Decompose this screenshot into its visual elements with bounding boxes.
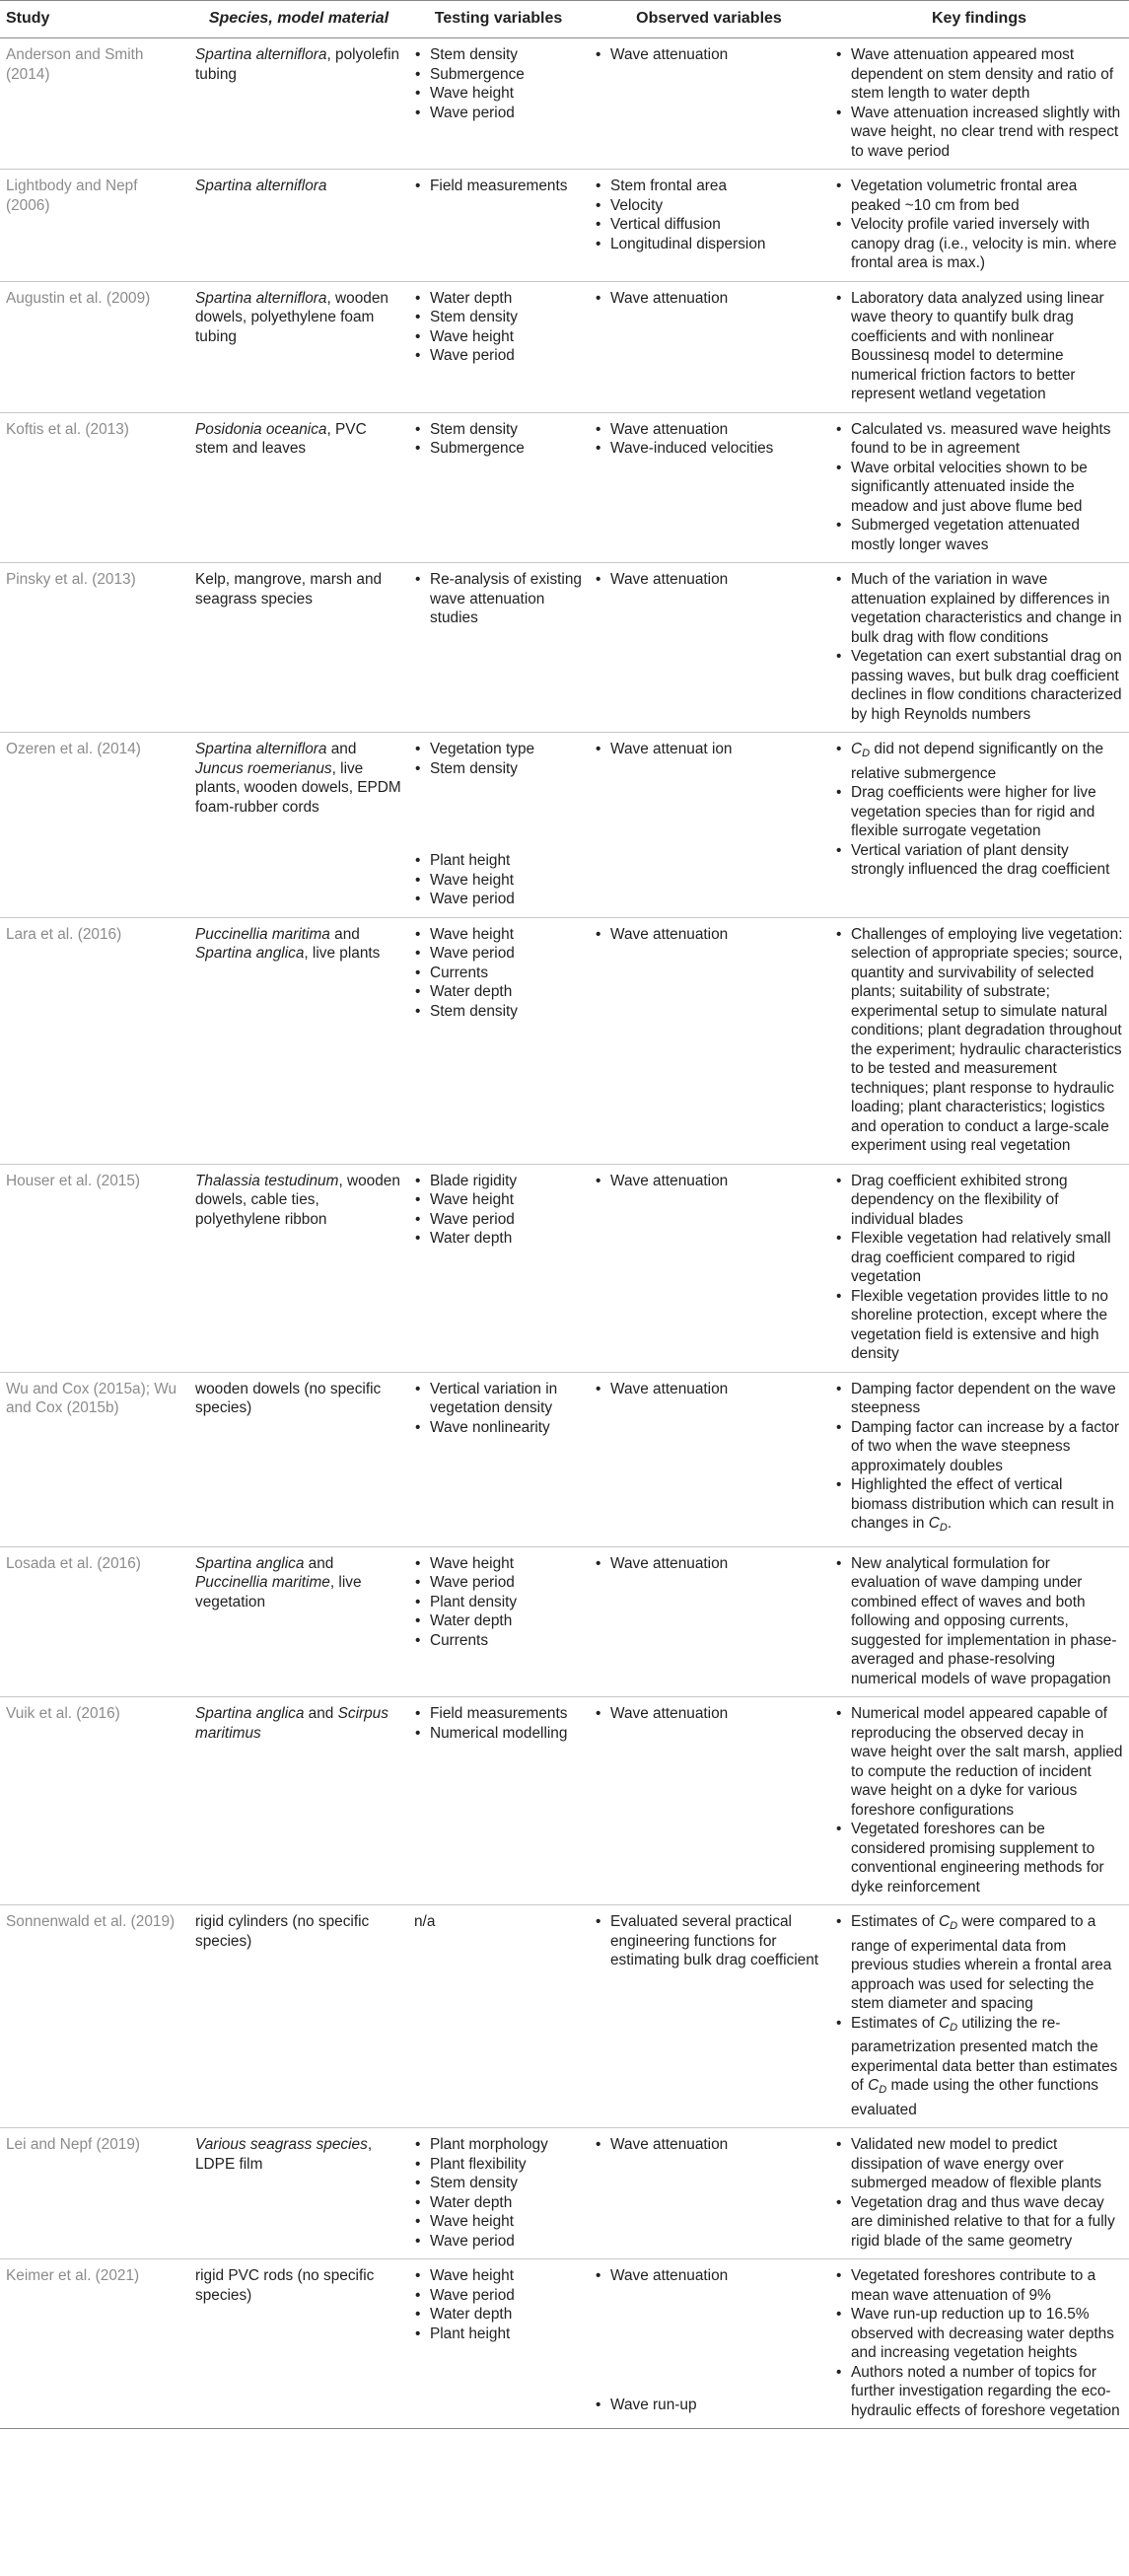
list-item: • Wave height [430, 871, 583, 891]
testing-cell [408, 170, 589, 282]
list-item: • Plant density [430, 1593, 583, 1612]
list-item: • Wave height [430, 2266, 583, 2286]
list-item: • Wave period [430, 2286, 583, 2306]
species-cell: rigid PVC rods (no specific species) [189, 2259, 408, 2429]
list-item: • Wave period [430, 1573, 583, 1593]
list-item: • Wave height [430, 925, 583, 945]
list-item: • Wave period [430, 104, 583, 123]
table-row [0, 1164, 1129, 1372]
list-item: • Plant flexibility [430, 2155, 583, 2175]
observed-cell [589, 1697, 829, 1905]
list-item: • Highlighted the effect of vertical biomass distribution which can result in changes in $C_D$. [851, 1475, 1123, 1538]
list-item: • Water depth [430, 1229, 583, 1249]
list-item: • Laboratory data analyzed using linear wave theory to quantify bulk drag coefficients and with nonlinear Boussinesq model to determine numerical friction factors to better represent wetland vegetation [851, 289, 1123, 404]
list-item: • Evaluated several practical engineering functions for estimating bulk drag coefficient [610, 1912, 823, 1970]
list-item: • Wave period [430, 1210, 583, 1230]
table-row [0, 2259, 1129, 2429]
header-study: Study [0, 1, 189, 38]
study-cell: Augustin et al. (2009) [0, 281, 189, 412]
findings-cell [829, 2259, 1129, 2429]
findings-cell [829, 2128, 1129, 2259]
list-item: • Blade rigidity [430, 1172, 583, 1191]
observed-cell [589, 38, 829, 170]
list-item: • Submergence [430, 65, 583, 85]
study-cell: Anderson and Smith (2014) [0, 38, 189, 170]
list-item: • Field measurements [430, 177, 583, 196]
table-row [0, 1546, 1129, 1697]
list-item: • Stem frontal area [610, 177, 823, 196]
table-row [0, 1697, 1129, 1905]
list-item: • Velocity profile varied inversely with canopy drag (i.e., velocity is min. where frontal area is max.) [851, 215, 1123, 273]
list-item: • Plant height [430, 851, 583, 871]
list-item: • Damping factor can increase by a factor of two when the wave steepness approximately doubles [851, 1418, 1123, 1476]
list-item: • Vegetation type [430, 740, 583, 759]
testing-cell: n/a [408, 1905, 589, 2128]
observed-cell [589, 2259, 829, 2429]
list-item: • Wave attenuation [610, 1554, 823, 1574]
testing-cell [408, 1164, 589, 1372]
list-item: • Velocity [610, 196, 823, 216]
list-item: • Wave attenuation [610, 420, 823, 440]
list-item: • Stem density [430, 759, 583, 779]
list-item: • Wave attenuation appeared most dependent on stem density and ratio of stem length to water depth [851, 45, 1123, 104]
table-row [0, 1905, 1129, 2128]
list-item: • Vegetated foreshores can be considered promising supplement to conventional engineering methods for dyke reinforcement [851, 1820, 1123, 1896]
table-row [0, 38, 1129, 170]
observed-cell [589, 1372, 829, 1546]
table-row [0, 412, 1129, 563]
study-cell: Lei and Nepf (2019) [0, 2128, 189, 2259]
findings-cell [829, 1372, 1129, 1546]
header-findings: Key findings [829, 1, 1129, 38]
list-item: • Plant height [430, 2325, 583, 2344]
species-cell: Spartina alterniflora [189, 170, 408, 282]
study-cell: Vuik et al. (2016) [0, 1697, 189, 1905]
list-item: • Stem density [430, 45, 583, 65]
list-item: • Wave attenuation [610, 289, 823, 309]
findings-cell [829, 917, 1129, 1164]
findings-cell [829, 733, 1129, 918]
list-item: • Flexible vegetation provides little to no shoreline protection, except where the vegetation field is extensive and high density [851, 1287, 1123, 1364]
header-testing: Testing variables [408, 1, 589, 38]
findings-cell [829, 1164, 1129, 1372]
table-row [0, 2128, 1129, 2259]
findings-cell [829, 281, 1129, 412]
list-item: • Wave period [430, 890, 583, 909]
species-cell: rigid cylinders (no specific species) [189, 1905, 408, 2128]
species-cell: Spartina alterniflora and Juncus roemerianus, live plants, wooden dowels, EPDM foam-rubber cords [189, 733, 408, 918]
species-cell: Spartina anglica and Scirpus maritimus [189, 1697, 408, 1905]
list-item: • Wave height [430, 1190, 583, 1210]
list-item: • Wave attenuation [610, 45, 823, 65]
header-observed: Observed variables [589, 1, 829, 38]
list-item: • Stem density [430, 1002, 583, 1022]
findings-cell [829, 1697, 1129, 1905]
list-item: • Wave attenuation [610, 2135, 823, 2155]
list-item: • Wave nonlinearity [430, 1418, 583, 1438]
list-item: • $C_D$ did not depend significantly on the relative submergence [851, 740, 1123, 783]
list-item: • Stem density [430, 308, 583, 327]
findings-cell [829, 563, 1129, 733]
observed-cell [589, 1164, 829, 1372]
list-item: • Water depth [430, 1611, 583, 1631]
list-item: • Longitudinal dispersion [610, 235, 823, 254]
list-item: • Submergence [430, 439, 583, 459]
species-cell: Spartina alterniflora, polyolefin tubing [189, 38, 408, 170]
list-item: • Vegetated foreshores contribute to a mean wave attenuation of 9% [851, 2266, 1123, 2305]
header-species: Species, model material [189, 1, 408, 38]
observed-cell [589, 281, 829, 412]
list-item: • Vegetation can exert substantial drag on passing waves, but bulk drag coefficient declines in flow conditions characterized by high Reynolds numbers [851, 647, 1123, 724]
testing-cell [408, 281, 589, 412]
observed-cell [589, 563, 829, 733]
list-item: • Estimates of $C_D$ utilizing the re-parametrization presented match the experimental data better than estimates of $C_D$ made using the other functions evaluated [851, 2014, 1123, 2120]
list-item: • Vertical variation of plant density strongly influenced the drag coefficient [851, 841, 1123, 880]
species-cell: Spartina anglica and Puccinellia maritime, live vegetation [189, 1546, 408, 1697]
list-item: • Wave height [430, 84, 583, 104]
list-item: • Wave period [430, 944, 583, 964]
species-cell: wooden dowels (no specific species) [189, 1372, 408, 1546]
testing-cell [408, 412, 589, 563]
testing-cell [408, 563, 589, 733]
list-item: • Vertical variation in vegetation density [430, 1380, 583, 1418]
list-item: • Wave orbital velocities shown to be significantly attenuated inside the meadow and just above flume bed [851, 459, 1123, 517]
testing-cell [408, 2128, 589, 2259]
list-item: • Drag coefficient exhibited strong dependency on the flexibility of individual blades [851, 1172, 1123, 1230]
list-item: • Numerical model appeared capable of reproducing the observed decay in wave height over the salt marsh, applied to compute the reduction of incident wave height on a dyke for various foreshore configurations [851, 1704, 1123, 1820]
testing-cell [408, 2259, 589, 2429]
list-item: • Water depth [430, 289, 583, 309]
list-item: • Wave period [430, 346, 583, 366]
list-item: • Wave attenuation [610, 1172, 823, 1191]
testing-cell [408, 1372, 589, 1546]
list-item: • Calculated vs. measured wave heights found to be in agreement [851, 420, 1123, 459]
observed-cell [589, 917, 829, 1164]
header-row [0, 1, 1129, 38]
table-row [0, 563, 1129, 733]
findings-cell [829, 1546, 1129, 1697]
testing-cell [408, 733, 589, 918]
list-item: • Wave height [430, 327, 583, 347]
list-item: • Wave attenuation increased slightly with wave height, no clear trend with respect to wave period [851, 104, 1123, 162]
list-item: • Flexible vegetation had relatively small drag coefficient compared to rigid vegetation [851, 1229, 1123, 1287]
study-cell: Losada et al. (2016) [0, 1546, 189, 1697]
list-item: • Validated new model to predict dissipation of wave energy over submerged meadow of flexible plants [851, 2135, 1123, 2193]
list-item: • Drag coefficients were higher for live vegetation species than for rigid and flexible surrogate vegetation [851, 783, 1123, 841]
study-cell: Keimer et al. (2021) [0, 2259, 189, 2429]
testing-cell [408, 1697, 589, 1905]
findings-cell [829, 1905, 1129, 2128]
study-cell: Lightbody and Nepf (2006) [0, 170, 189, 282]
testing-cell [408, 38, 589, 170]
species-cell: Spartina alterniflora, wooden dowels, polyethylene foam tubing [189, 281, 408, 412]
study-cell: Sonnenwald et al. (2019) [0, 1905, 189, 2128]
list-item: • Stem density [430, 2174, 583, 2193]
list-item: • Much of the variation in wave attenuation explained by differences in vegetation characteristics and change in bulk drag with flow conditions [851, 570, 1123, 647]
study-cell: Lara et al. (2016) [0, 917, 189, 1164]
list-item: • Authors noted a number of topics for further investigation regarding the eco-hydraulic effects of foreshore vegetation [851, 2363, 1123, 2421]
study-cell: Houser et al. (2015) [0, 1164, 189, 1372]
findings-cell [829, 170, 1129, 282]
table-row [0, 733, 1129, 918]
observed-cell [589, 1905, 829, 2128]
list-item: • Damping factor dependent on the wave steepness [851, 1380, 1123, 1418]
observed-cell [589, 170, 829, 282]
list-item: • Estimates of $C_D$ were compared to a range of experimental data from previous studies wherein a frontal area approach was used for selecting the stem diameter and spacing [851, 1912, 1123, 2014]
list-item: • Wave run-up reduction up to 16.5% observed with decreasing water depths and increasing vegetation heights [851, 2305, 1123, 2363]
list-item: • Vegetation drag and thus wave decay are diminished relative to that for a fully rigid blade of the same geometry [851, 2193, 1123, 2252]
list-item: • Wave run-up [610, 2396, 823, 2415]
list-item: • Wave attenuation [610, 925, 823, 945]
list-item: • Wave attenuation [610, 1380, 823, 1399]
list-item: • Re-analysis of existing wave attenuation studies [430, 570, 583, 628]
list-item: • Currents [430, 964, 583, 983]
species-cell: Various seagrass species, LDPE film [189, 2128, 408, 2259]
list-item: • Wave height [430, 2212, 583, 2232]
list-item: • New analytical formulation for evaluation of wave damping under combined effect of waves and both following and opposing currents, suggested for implementation in phase-averaged and phase-resolving numerical models of wave propagation [851, 1554, 1123, 1689]
observed-cell [589, 412, 829, 563]
list-item: • Challenges of employing live vegetation: selection of appropriate species; source, quantity and survivability of selected plants; suitability of substrate; experimental setup to simulate natural conditions; plant degradation throughout the experiment; hydraulic characteristics to be tested and measurement techniques; plant response to hydraulic loading; plant characteristics; logistics and operation to conduct a large-scale experiment using real vegetation [851, 925, 1123, 1156]
list-item: • Numerical modelling [430, 1724, 583, 1744]
species-cell: Kelp, mangrove, marsh and seagrass species [189, 563, 408, 733]
list-item: • Wave height [430, 1554, 583, 1574]
list-item: • Wave attenuat ion [610, 740, 823, 759]
list-item: • Stem density [430, 420, 583, 440]
list-item: • Plant morphology [430, 2135, 583, 2155]
list-item: • Water depth [430, 2305, 583, 2325]
study-cell: Wu and Cox (2015a); Wu and Cox (2015b) [0, 1372, 189, 1546]
list-item: • Water depth [430, 2193, 583, 2213]
observed-cell [589, 2128, 829, 2259]
study-cell: Koftis et al. (2013) [0, 412, 189, 563]
species-cell: Thalassia testudinum, wooden dowels, cable ties, polyethylene ribbon [189, 1164, 408, 1372]
table-row [0, 1372, 1129, 1546]
list-item: • Wave-induced velocities [610, 439, 823, 459]
table-row [0, 917, 1129, 1164]
testing-cell [408, 1546, 589, 1697]
list-item: • Wave attenuation [610, 570, 823, 590]
table-row [0, 170, 1129, 282]
observed-cell [589, 733, 829, 918]
list-item: • Wave attenuation [610, 2266, 823, 2286]
list-item: • Vertical diffusion [610, 215, 823, 235]
table-row [0, 281, 1129, 412]
observed-cell [589, 1546, 829, 1697]
species-cell: Posidonia oceanica, PVC stem and leaves [189, 412, 408, 563]
findings-cell [829, 38, 1129, 170]
list-item: • Submerged vegetation attenuated mostly longer waves [851, 516, 1123, 554]
list-item: • Vegetation volumetric frontal area peaked ~10 cm from bed [851, 177, 1123, 215]
list-item: • Water depth [430, 982, 583, 1002]
testing-cell [408, 917, 589, 1164]
findings-cell [829, 412, 1129, 563]
study-cell: Ozeren et al. (2014) [0, 733, 189, 918]
list-item: • Wave attenuation [610, 1704, 823, 1724]
species-cell: Puccinellia maritima and Spartina anglica, live plants [189, 917, 408, 1164]
list-item: • Field measurements [430, 1704, 583, 1724]
study-cell: Pinsky et al. (2013) [0, 563, 189, 733]
list-item: • Wave period [430, 2232, 583, 2252]
list-item: • Currents [430, 1631, 583, 1651]
